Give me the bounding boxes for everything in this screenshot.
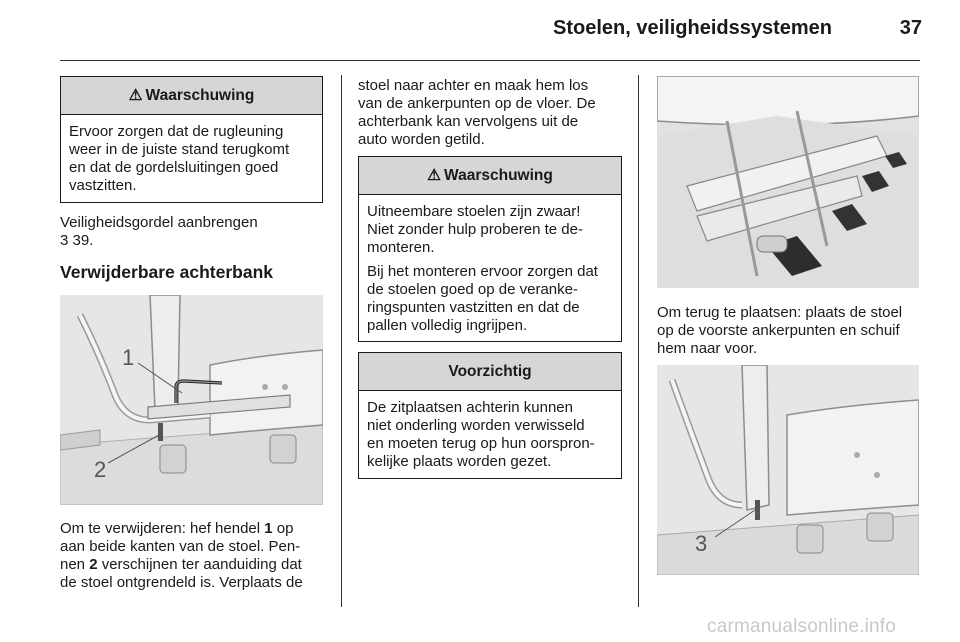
seat-lever-drawing [60,295,323,505]
caution-box-header [359,353,621,391]
section-heading: Verwijderbare achterbank [60,262,274,282]
reference-arrow-icon: 3 [60,232,69,249]
warning-box-1-body [61,115,322,201]
warning-box-1-header [61,77,322,115]
callout-label-3: 3 [695,531,708,556]
caution-box [358,352,622,479]
cross-reference-text: Veiligheidsgordel aanbrengen [60,214,258,231]
seat-lever-illustration [60,295,323,505]
reinstall-paragraph: Om terug te plaatsen: plaats de stoel op de voorste ankerpunten en schuif hem naar voor. [657,304,903,357]
warning-box-2 [358,156,622,342]
page-number: 37 [899,17,922,39]
watermark: carmanualsonline.info [707,616,897,637]
warning-box-1 [60,76,323,203]
cross-reference [60,214,330,250]
column-divider-2 [638,75,639,607]
removal-paragraph [60,520,330,592]
reference-page-number: 39. [68,232,94,249]
warning-line: Ervoor zorgen dat de rugleuning [69,123,284,140]
warning-box-2-header [359,157,621,195]
warning-icon: ⚠ [427,167,442,184]
removal-line: nen 2 verschijnen ter aanduiding dat [60,556,302,573]
callout-label-2: 2 [94,457,107,482]
continued-paragraph: stoel naar achter en maak hem los van de ankerpunten op de vloer. De achterbank kan vervolgens uit de auto worden getild. [358,77,596,148]
cross-reference-page[interactable] [60,232,330,250]
removal-line: de stoel ontgrendeld is. Verplaats de [60,574,303,591]
caution-box-body: De zitplaatsen achterin kunnen niet onderling worden verwisseld en moeten terug op hun oorspron- kelijke plaats worden gezet. [367,399,595,470]
caution-title: Voorzichtig [448,362,532,380]
warning-icon: ⚠ [128,87,143,104]
header-rule [60,60,920,61]
warning-title: Waarschuwing [145,86,255,104]
warning-line: en dat de gordelsluitingen goed [69,159,279,176]
warning-line: weer in de juiste stand terugkomt [69,141,290,158]
removal-line: Om te verwijderen: hef hendel 1 op [60,520,294,537]
page-header-title: Stoelen, veiligheidssystemen [553,17,832,39]
removal-line: aan beide kanten van de stoel. Pen- [60,538,301,555]
seat-reinstall-drawing [657,365,919,575]
callout-label-1: 1 [122,345,135,370]
column-divider-1 [341,75,342,607]
seat-reinstall-illustration [657,365,919,575]
warning-line: vastzitten. [69,177,137,194]
warning-box-2-body: Uitneembare stoelen zijn zwaar! Niet zonder hulp proberen te de- monteren. Bij het monteren ervoor zorgen dat de stoelen goed op de veranke- ringspunten vastzitten en dat de pallen volledig ingrijpen. [367,203,598,334]
seat-anchor-drawing [657,76,919,288]
warning-title: Waarschuwing [444,166,553,184]
seat-anchor-illustration [657,76,919,288]
